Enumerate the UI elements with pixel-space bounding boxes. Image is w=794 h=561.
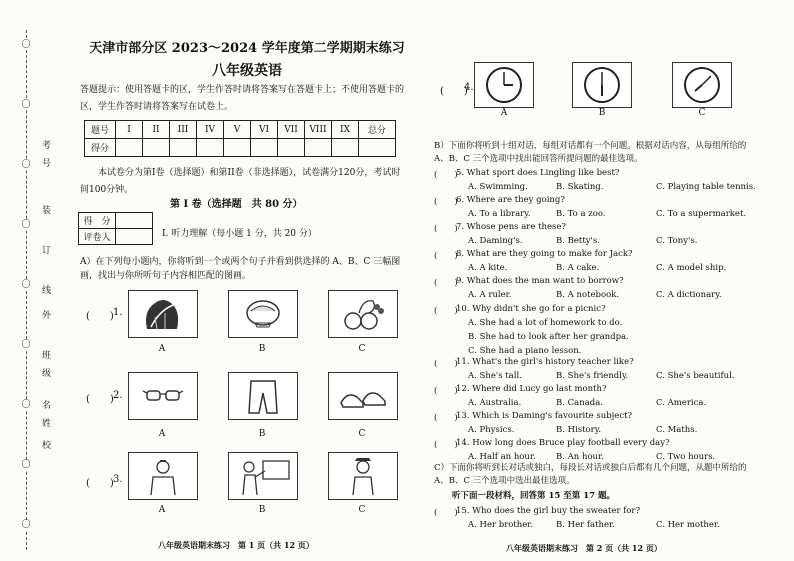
score-cell <box>197 139 224 157</box>
option-label: C <box>698 108 706 118</box>
option-b: B. Skating. <box>556 182 604 192</box>
margin-circle: 〇 <box>21 520 31 530</box>
margin-circle: 〇 <box>21 460 31 470</box>
question-text: 5. What sport does Lingling like best? <box>456 168 620 178</box>
clock-c <box>672 62 732 108</box>
option-c: C. To a supermarket. <box>656 209 747 219</box>
grader-table <box>78 212 153 245</box>
grader-label: 评卷人 <box>79 229 116 245</box>
option-c: C. Tony's. <box>656 236 698 246</box>
score-header-cell: V <box>224 121 251 139</box>
margin-label: 班 <box>40 350 50 359</box>
footer-left: 八年级英语期末练习 第 1 页（共 12 页） <box>158 540 314 550</box>
option-b: B. Her father. <box>556 520 615 530</box>
question-text: 15. Who does the girl buy the sweater for? <box>456 506 641 516</box>
score-header-cell: III <box>170 121 197 139</box>
option-a: A. Half an hour. <box>468 452 536 462</box>
question-paren: ( ) <box>434 224 458 234</box>
section-a-instructions: A）在下列每小题内，你将听到一个或两个句子并看到供选择的 A、B、C 三幅图画，找出与你所听句子内容相匹配的图画。 <box>80 257 401 281</box>
question-text: 12. Where did Lucy go last month? <box>456 384 607 394</box>
margin-circle: 〇 <box>21 160 31 170</box>
question-number: 4. <box>464 82 474 93</box>
margin-label: 订 <box>40 245 50 254</box>
question-paren: ( ) <box>434 251 458 261</box>
picture-trousers <box>228 372 298 420</box>
grader-label: 得 分 <box>79 213 116 229</box>
margin-circle: 〇 <box>21 220 31 230</box>
score-cell <box>332 139 359 157</box>
option-label: A <box>158 344 166 354</box>
score-header-cell: IV <box>197 121 224 139</box>
listening-heading: I. 听力理解（每小题 1 分，共 20 分） <box>162 229 317 239</box>
option-label: C <box>358 505 366 515</box>
grader-cell <box>116 213 153 229</box>
footer-right: 八年级英语期末练习 第 2 页（共 12 页） <box>506 543 662 553</box>
question-text: 10. Why didn't she go for a picnic? <box>456 304 606 314</box>
option-b: B. An hour. <box>556 452 604 462</box>
option-a: A. Physics. <box>468 425 515 435</box>
exam-note: 本试卷分为第I卷（选择题）和第II卷（非选择题），试卷满分120分，考试时间100分钟。 <box>80 168 401 195</box>
question-paren: ( ) <box>440 86 468 97</box>
picture-glasses <box>128 372 198 420</box>
option-a: A. Australia. <box>468 398 522 408</box>
clock-b <box>572 62 632 108</box>
question-paren: ( ) <box>86 394 114 405</box>
picture-fruits <box>328 290 398 338</box>
option-b: B. A notebook. <box>556 290 620 300</box>
margin-circle: 〇 <box>21 340 31 350</box>
margin-circle: 〇 <box>21 100 31 110</box>
score-header-cell: 总分 <box>359 121 396 139</box>
option-label: B <box>258 505 266 515</box>
option-b: B. Betty's. <box>556 236 600 246</box>
option-label: C <box>358 429 366 439</box>
option-c: C. A model ship. <box>656 263 727 273</box>
option-b: B. She's friendly. <box>556 371 629 381</box>
score-header-cell: IX <box>332 121 359 139</box>
score-cell <box>305 139 332 157</box>
option-label: B <box>598 108 606 118</box>
option-c: C. Playing table tennis. <box>656 182 756 192</box>
picture-shoes <box>328 372 398 420</box>
margin-circle: 〇 <box>21 280 31 290</box>
margin-circle: 〇 <box>21 40 31 50</box>
score-header-cell: VI <box>251 121 278 139</box>
option-label: A <box>158 429 166 439</box>
picture-teacher <box>228 452 298 500</box>
question-paren: ( ) <box>434 359 458 369</box>
section-c-instructions: C）下面你将听到长对话或独白，每段长对话或独白后都有几个问题，从题中所给的 A、B、C 三个选项中选出最佳选项。 <box>434 463 747 486</box>
margin-label: 姓 <box>40 418 50 427</box>
section-b-instructions: B）下面你将听到十组对话，每组对话都有一个问题。根据对话内容，从每组所给的 A、B、C 三个选项中找出能回答所提问题的最佳选项。 <box>434 141 747 164</box>
question-paren: ( ) <box>434 306 458 316</box>
picture-cabbage <box>128 290 198 338</box>
margin-label: 号 <box>40 158 50 167</box>
margin-label: 级 <box>40 368 50 377</box>
question-number: 1. <box>113 307 123 318</box>
question-paren: ( ) <box>434 278 458 288</box>
score-table <box>84 120 396 157</box>
picture-doctor <box>128 452 198 500</box>
option-label: C <box>358 344 366 354</box>
option-c: C. She's beautiful. <box>656 371 735 381</box>
score-cell <box>359 139 396 157</box>
option-a: A. She had a lot of homework to do. <box>468 318 623 328</box>
option-b: B. History. <box>556 425 602 435</box>
option-a: A. To a library. <box>468 209 531 219</box>
option-label: A <box>500 108 508 118</box>
score-cell <box>251 139 278 157</box>
question-paren: ( ) <box>434 413 458 423</box>
question-text: 11. What's the girl's history teacher like? <box>456 357 634 367</box>
answer-tip: 答题提示：使用答题卡的区，学生作答时请将答案写在答题卡上；不使用答题卡的区，学生作答时请将答案写在试卷上。 <box>80 85 405 112</box>
score-cell <box>224 139 251 157</box>
option-a: A. Her brother. <box>468 520 534 530</box>
question-text: 6. Where are they going? <box>456 195 565 205</box>
question-paren: ( ) <box>434 508 458 518</box>
part-one-title: 第 I 卷（选择题 共 80 分） <box>170 199 303 210</box>
score-header-cell: VIII <box>305 121 332 139</box>
option-c: C. A dictionary. <box>656 290 722 300</box>
margin-circle: 〇 <box>21 400 31 410</box>
option-a: A. A ruler. <box>468 290 512 300</box>
score-cell <box>278 139 305 157</box>
option-b: B. She had to look after her grandpa. <box>468 332 629 342</box>
option-b: B. Canada. <box>556 398 603 408</box>
option-label: B <box>258 429 266 439</box>
option-c: C. Her mother. <box>656 520 720 530</box>
score-header-cell: I <box>116 121 143 139</box>
question-paren: ( ) <box>86 311 114 322</box>
option-c: C. Maths. <box>656 425 698 435</box>
question-paren: ( ) <box>434 440 458 450</box>
option-label: B <box>258 344 266 354</box>
option-b: B. To a zoo. <box>556 209 606 219</box>
option-a: A. She's tall. <box>468 371 522 381</box>
page-title: 天津市部分区 2023～2024 学年度第二学期期末练习 <box>89 41 405 56</box>
question-number: 2. <box>113 390 123 401</box>
margin-label: 外 <box>40 310 50 319</box>
question-paren: ( ) <box>434 386 458 396</box>
score-header-cell: 题号 <box>85 121 116 139</box>
score-cell <box>170 139 197 157</box>
question-text: 8. What are they going to make for Jack? <box>456 249 633 259</box>
question-paren: ( ) <box>434 197 458 207</box>
margin-label: 装 <box>40 205 50 214</box>
score-row-label: 得分 <box>85 139 116 157</box>
option-label: A <box>158 505 166 515</box>
question-text: 14. How long does Bruce play football every day? <box>456 438 670 448</box>
margin-label: 名 <box>40 400 50 409</box>
question-text: 7. Whose pens are these? <box>456 222 566 232</box>
page-subtitle: 八年级英语 <box>212 63 282 79</box>
margin-label: 线 <box>40 285 50 294</box>
clock-a <box>474 62 534 108</box>
option-a: A. Swimming. <box>468 182 528 192</box>
question-paren: ( ) <box>434 170 458 180</box>
margin-label: 考 <box>40 140 50 149</box>
option-a: A. Daming's. <box>468 236 523 246</box>
score-cell <box>143 139 170 157</box>
score-cell <box>116 139 143 157</box>
picture-rice-bowl <box>228 290 298 338</box>
question-text: 9. What does the man want to borrow? <box>456 276 624 286</box>
question-paren: ( ) <box>86 478 114 489</box>
question-text: 13. Which is Daming's favourite subject? <box>456 411 633 421</box>
binding-margin <box>0 0 60 561</box>
option-c: C. America. <box>656 398 707 408</box>
question-number: 3. <box>113 474 123 485</box>
score-header-cell: VII <box>278 121 305 139</box>
option-b: B. A cake. <box>556 263 600 273</box>
option-c: C. She had a piano lesson. <box>468 346 582 356</box>
option-c: C. Two hours. <box>656 452 716 462</box>
option-a: A. A kite. <box>468 263 508 273</box>
section-c-note: 听下面一段材料，回答第 15 至第 17 题。 <box>452 491 615 501</box>
margin-label: 校 <box>40 440 50 449</box>
score-header-cell: II <box>143 121 170 139</box>
picture-police <box>328 452 398 500</box>
grader-cell <box>116 229 153 245</box>
